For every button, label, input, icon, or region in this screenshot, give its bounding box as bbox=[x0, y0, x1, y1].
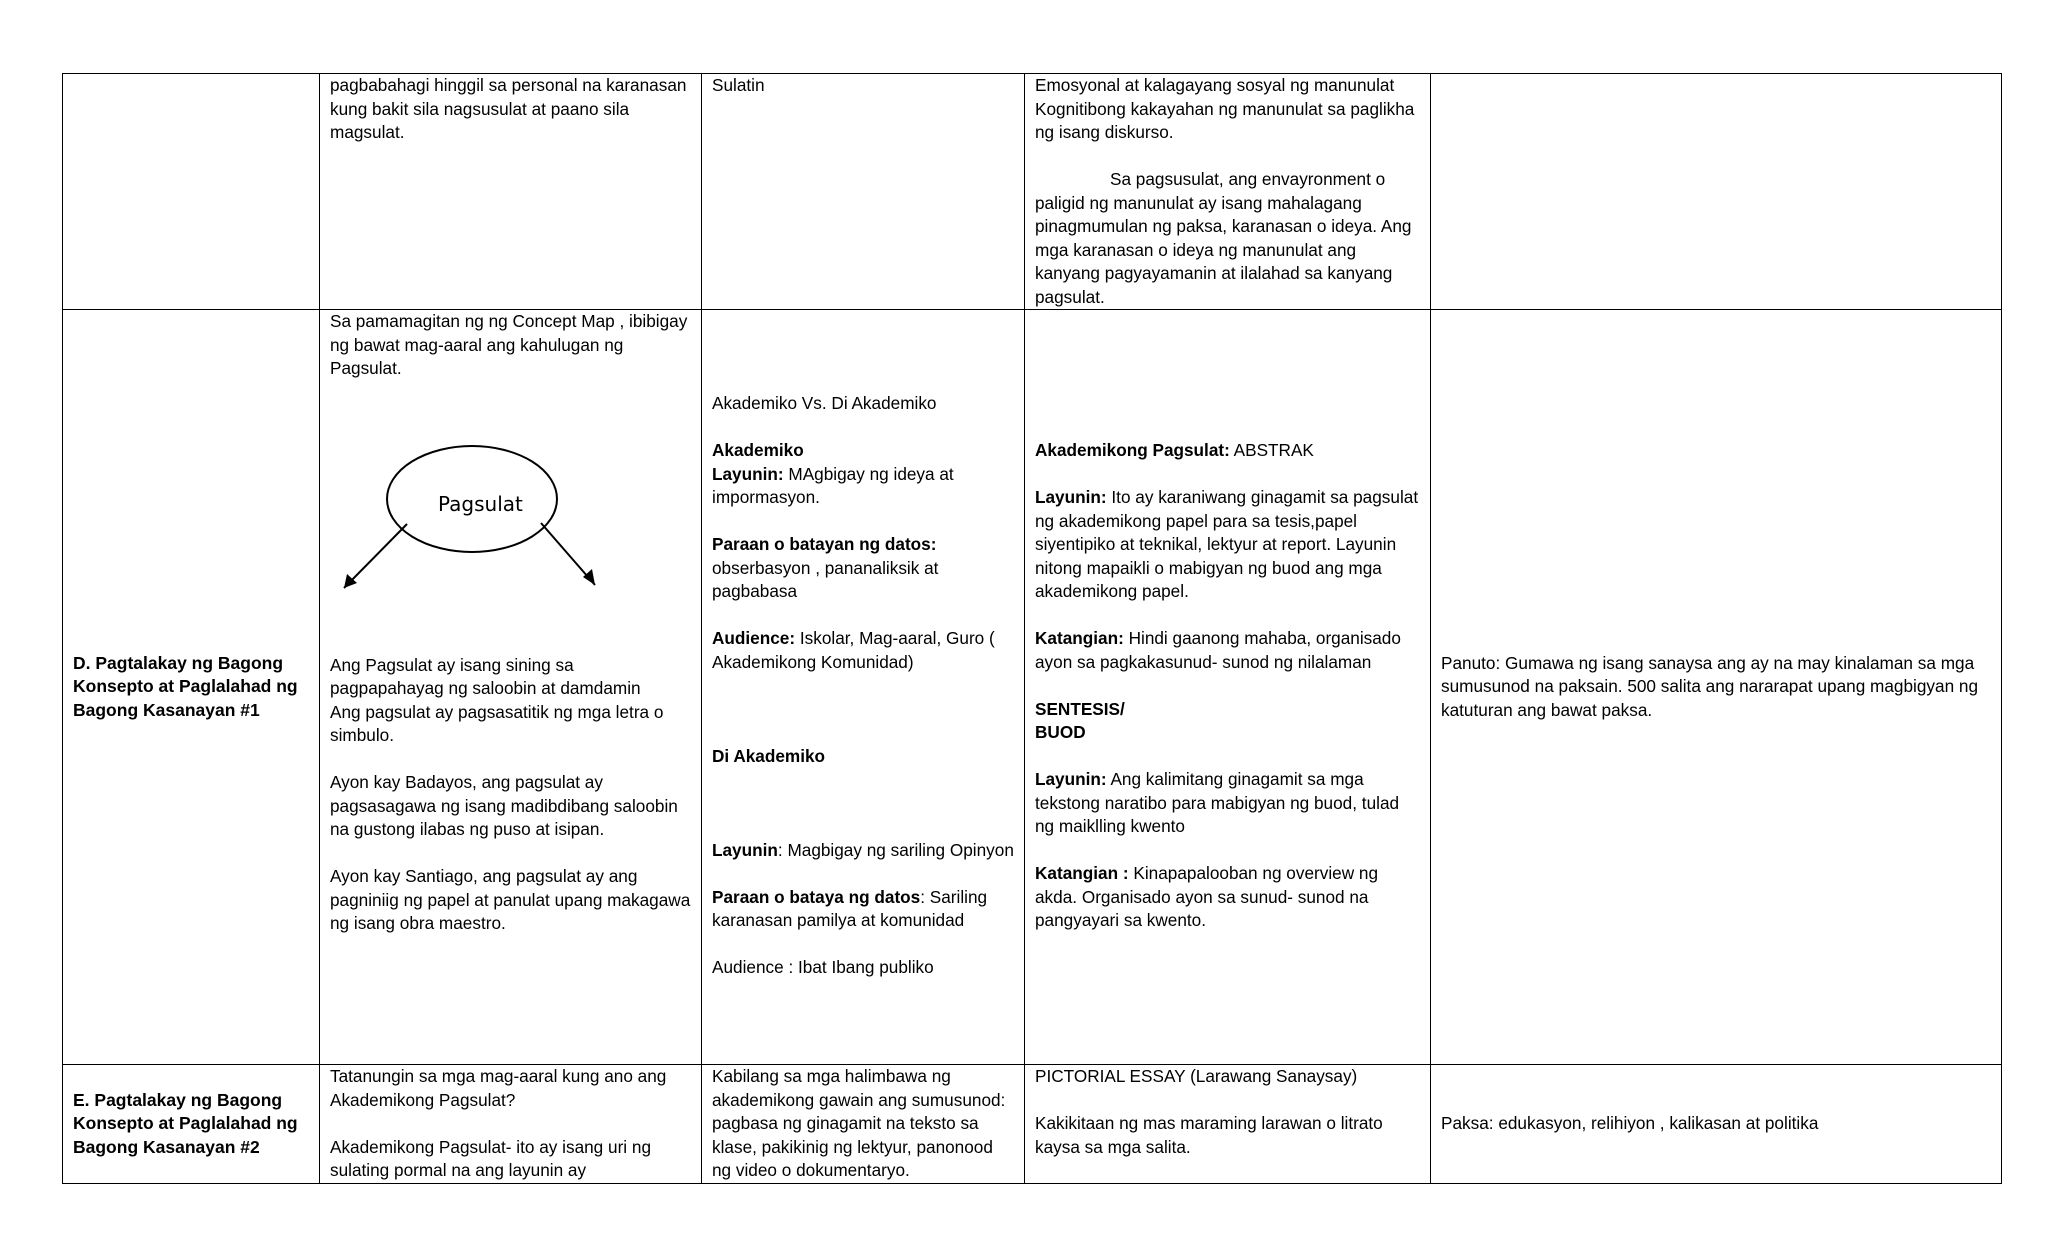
di-akademiko-heading: Di Akademiko bbox=[712, 745, 826, 766]
concept-map-label: Pagsulat bbox=[438, 491, 523, 516]
activity-cell bbox=[320, 310, 702, 1065]
topic-text: Sulatin bbox=[712, 75, 765, 95]
pictorial-essay-heading: PICTORIAL ESSAY (Larawang Sanaysay) bbox=[1035, 1066, 1358, 1086]
lesson-plan-table bbox=[62, 73, 2002, 1184]
right-arrowhead bbox=[583, 569, 595, 585]
activity-cell bbox=[320, 1065, 702, 1184]
akademiko-paraan: Paraan o batayan ng datos: obserbasyon , pananaliksik at pagbabasa bbox=[712, 534, 939, 601]
di-akademiko-paraan: Paraan o bataya ng datos: Sariling karanasan pamilya at komunidad bbox=[712, 886, 988, 930]
topic-cell bbox=[702, 74, 1025, 310]
table-row bbox=[63, 74, 2002, 310]
activity-cell bbox=[320, 74, 702, 310]
examples-text: Kabilang sa mga halimbawa ng akademikong gawain ang sumusunod: pagbasa ng ginagamit na teksto sa klase, pakikinig ng lektyur, panonood ng video o dokumentaryo. bbox=[712, 1066, 1006, 1180]
akademiko-layunin: Layunin: MAgbigay ng ideya at impormasyon. bbox=[712, 463, 954, 507]
left-arrow bbox=[344, 524, 407, 588]
abstrak-layunin: Layunin: Ito ay karaniwang ginagamit sa pagsulat ng akademikong papel para sa tesis,papel siyentipiko at teknikal, lektyur at report. Layunin nitong mapaikli o mabigyan ng buod ang mga akademikong papel. bbox=[1035, 487, 1419, 601]
comparison-title: Akademiko Vs. Di Akademiko bbox=[712, 393, 937, 413]
table-row bbox=[63, 1065, 2002, 1184]
panuto-text: Panuto: Gumawa ng isang sanaysa ang ay na may kinalaman sa mga sumusunod na paksain. 500 salita ang nararapat upang magbigyan ng katuturan ang bawat paksa. bbox=[1441, 652, 1979, 720]
task-cell bbox=[1431, 74, 2002, 310]
content-text: Emosyonal at kalagayang sosyal ng manunulat Kognitibong kakayahan ng manunulat sa paglikha ng isang diskurso. bbox=[1035, 75, 1415, 142]
di-akademiko-layunin: Layunin: Magbigay ng sariling Opinyon bbox=[712, 839, 1014, 860]
table-row bbox=[63, 310, 2002, 1065]
row-label bbox=[63, 74, 320, 310]
buod-heading: BUOD bbox=[1035, 722, 1086, 742]
sentesis-katangian: Katangian : Kinapapalooban ng overview ng akda. Organisado ayon sa sunud- sunod na pangyayari sa kwento. bbox=[1035, 863, 1378, 930]
content-paragraph bbox=[1035, 168, 1420, 309]
topic-cell bbox=[702, 310, 1025, 1065]
santiago-definition: Ayon kay Santiago, ang pagsulat ay ang pagniniig ng papel at panulat upang makagawa ng isang obra maestro. bbox=[330, 866, 691, 933]
content-cell bbox=[1025, 1065, 1431, 1184]
akademiko-audience: Audience: Iskolar, Mag-aaral, Guro ( Akademikong Komunidad) bbox=[712, 628, 995, 672]
abstrak-katangian: Katangian: Hindi gaanong mahaba, organisado ayon sa pagkakasunud- sunod ng nilalaman bbox=[1035, 628, 1401, 672]
sentesis-heading: SENTESIS/ bbox=[1035, 698, 1125, 719]
akademiko-heading: Akademiko bbox=[712, 440, 804, 460]
concept-map-diagram bbox=[330, 443, 691, 633]
concept-map-intro: Sa pamamagitan ng ng Concept Map , ibibigay ng bawat mag-aaral ang kahulugan ng Pagsulat. bbox=[330, 311, 688, 378]
sentesis-layunin: Layunin: Ang kalimitang ginagamit sa mga tekstong naratibo para mabigyan ng buod, tulad ng maiklling kwento bbox=[1035, 769, 1400, 836]
question-text: Tatanungin sa mga mag-aaral kung ano ang Akademikong Pagsulat? bbox=[330, 1066, 667, 1110]
definition-text: Ang Pagsulat ay isang sining sa pagpapahayag ng saloobin at damdamin bbox=[330, 654, 641, 698]
row-label: E. Pagtalakay ng Bagong Konsepto at Paglalahad ng Bagong Kasanayan #2 bbox=[63, 1065, 320, 1184]
activity-text: pagbabahagi hinggil sa personal na karanasan kung bakit sila nagsusulat at paano sila magsulat. bbox=[330, 75, 687, 142]
concept-map-svg bbox=[330, 443, 690, 633]
pictorial-essay-text: Kakikitaan ng mas maraming larawan o litrato kaysa sa mga salita. bbox=[1035, 1113, 1383, 1157]
definition-text: Akademikong Pagsulat- ito ay isang uri ng sulating pormal na ang layunin ay bbox=[330, 1136, 652, 1180]
abstrak-heading: Akademikong Pagsulat: ABSTRAK bbox=[1035, 440, 1314, 460]
di-akademiko-audience: Audience : Ibat Ibang publiko bbox=[712, 957, 934, 977]
row-label: D. Pagtalakay ng Bagong Konsepto at Paglalahad ng Bagong Kasanayan #1 bbox=[63, 310, 320, 1065]
badayos-definition: Ayon kay Badayos, ang pagsulat ay pagsasagawa ng isang madibdibang saloobin na gustong ilabas ng puso at isipan. bbox=[330, 772, 678, 839]
topic-cell bbox=[702, 1065, 1025, 1184]
task-cell bbox=[1431, 1065, 2002, 1184]
definition-text: Ang pagsulat ay pagsasatitik ng mga letra o simbulo. bbox=[330, 701, 664, 745]
content-cell bbox=[1025, 310, 1431, 1065]
task-cell bbox=[1431, 310, 2002, 1065]
paksa-text: Paksa: edukasyon, relihiyon , kalikasan at politika bbox=[1441, 1113, 1819, 1133]
content-paragraph-text: Sa pagsusulat, ang envayronment o paligid ng manunulat ay isang mahalagang pinagmumulan ng paksa, karanasan o ideya. Ang mga karanasan o ideya ng manunulat ang kanyang pagyayamanin at ilalahad sa kanyang pagsulat. bbox=[1035, 169, 1412, 307]
content-cell bbox=[1025, 74, 1431, 310]
